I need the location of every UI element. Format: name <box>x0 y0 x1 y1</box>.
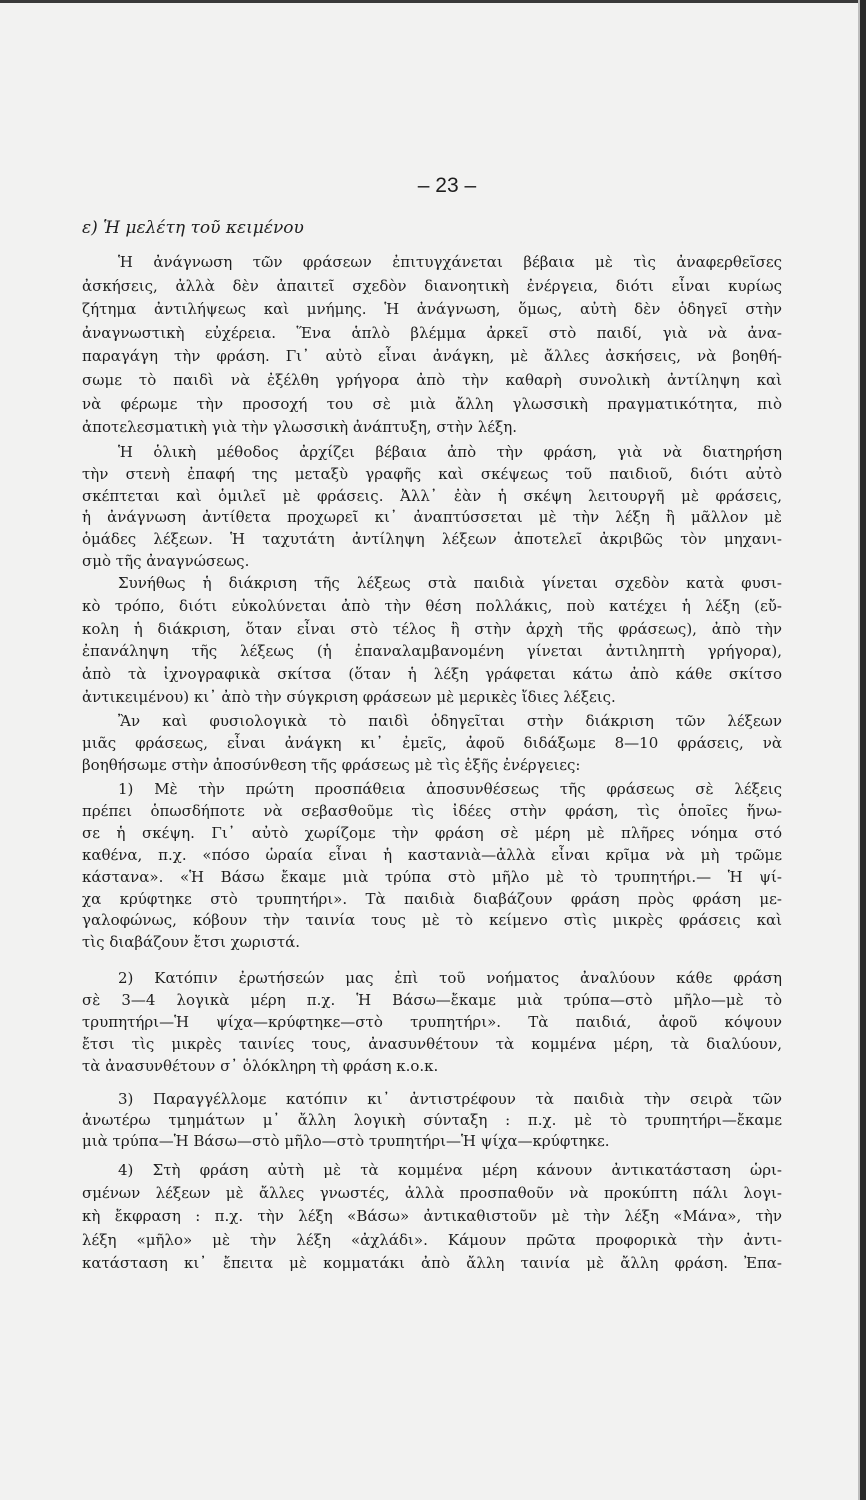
paragraph <box>82 251 782 440</box>
text-line: χα κρύφτηκε στὸ τρυπητήρι». Τὰ παιδιὰ διαβάζουν φράση πρὸς φράση με- <box>82 889 782 908</box>
text-line: 4) Στὴ φράση αὐτὴ μὲ τὰ κομμένα μέρη κάνουν ἀντικατάσταση ὡρι- <box>118 1161 782 1179</box>
text-line: σμὸ τῆς ἀναγνώσεως. <box>82 551 250 570</box>
text-line: βοηθήσωμε στὴν ἀποσύνθεση τῆς φράσεως μὲ τὶς ἑξῆς ἐνέργειες: <box>82 756 581 774</box>
text-line: ἐπανάληψη τῆς λέξεως (ἡ ἐπαναλαμβανομένη γίνεται ἀντιληπτὴ γρήγορα), <box>82 642 782 661</box>
text-line: τὶς διαβάζουν ἔτσι χωριστά. <box>82 933 301 952</box>
text-line: τὰ ἀνασυνθέτουν σ᾽ ὁλόκληρη τὴ φράση κ.ο.κ. <box>82 1057 439 1075</box>
text-line: κατάσταση κι᾽ ἔπειτα μὲ κομματάκι ἀπὸ ἄλλη ταινία μὲ ἄλλη φράση. Ἐπα- <box>82 1253 782 1272</box>
paragraph <box>82 572 782 709</box>
paragraph <box>82 779 782 954</box>
text-line: κολη ἡ διάκριση, ὅταν εἶναι στὸ τέλος ἢ στὴν ἀρχὴ τῆς φράσεως), ἀπὸ τὴν <box>82 619 782 638</box>
text-line: γαλοφώνως, κόβουν τὴν ταινία τους μὲ τὸ κείμενο στὶς μικρὲς φράσεις καὶ <box>82 911 782 930</box>
text-line: Ἡ ὁλικὴ μέθοδος ἀρχίζει βέβαια ἀπὸ τὴν φράση, γιὰ νὰ διατηρήση <box>118 443 782 461</box>
text-line: 3) Παραγγέλλομε κατόπιν κι᾽ ἀντιστρέφουν τὰ παιδιὰ τὴν σειρὰ τῶν <box>118 1090 782 1108</box>
text-line: κάστανα». «Ἡ Βάσω ἔκαμε μιὰ τρύπα στὸ μῆλο μὲ τὸ τρυπητήρι.— Ἡ ψί- <box>82 867 782 886</box>
text-line: σε ἡ σκέψη. Γι᾽ αὐτὸ χωρίζομε τὴν φράση σὲ μέρη μὲ πλῆρες νόημα στό <box>82 823 782 842</box>
text-line: τρυπητήρι—Ἡ ψίχα—κρύφτηκε—στὸ τρυπητήρι». Τὰ παιδιά, ἀφοῦ κόψουν <box>82 1013 782 1031</box>
paragraph <box>82 1159 782 1275</box>
text-line: μιᾶς φράσεως, εἶναι ἀνάγκη κι᾽ ἐμεῖς, ἀφοῦ διδάξωμε 8—10 φράσεις, νὰ <box>82 734 782 752</box>
text-line: ὁμάδες λέξεων. Ἡ ταχυτάτη ἀντίληψη λέξεων ἀποτελεῖ ἀκριβῶς τὸν μηχανι- <box>82 530 782 549</box>
text-line: ἀναγνωστικὴ εὐχέρεια. Ἕνα ἁπλὸ βλέμμα ἀρκεῖ στὸ παιδί, γιὰ νὰ ἀνα- <box>82 323 782 342</box>
text-line: ἀσκήσεις, ἀλλὰ δὲν ἀπαιτεῖ σχεδὸν διανοητικὴ ἐνέργεια, διότι εἶναι κυρίως <box>82 276 782 295</box>
scan-border-right <box>860 0 866 1500</box>
text-line: ἀντικειμένου) κι᾽ ἀπὸ τὴν σύγκριση φράσεων μὲ μερικὲς ἴδιες λέξεις. <box>82 687 616 706</box>
text-line: Συνήθως ἡ διάκριση τῆς λέξεως στὰ παιδιὰ γίνεται σχεδὸν κατὰ φυσι- <box>118 574 782 592</box>
text-line: ἔτσι τὶς μικρὲς ταινίες τους, ἀνασυνθέτουν τὰ κομμένα μέρη, τὰ διαλύουν, <box>82 1035 782 1053</box>
text-line: ἀποτελεσματικὴ γιὰ τὴν γλωσσικὴ ἀνάπτυξη, στὴν λέξη. <box>82 418 518 437</box>
page-number: – 23 – <box>417 174 477 197</box>
text-line: Ἂν καὶ φυσιολογικὰ τὸ παιδὶ ὁδηγεῖται στὴν διάκριση τῶν λέξεων <box>118 712 782 730</box>
text-line: σμένων λέξεων μὲ ἄλλες γνωστές, ἀλλὰ προσπαθοῦν νὰ προκύπτη πάλι λογι- <box>82 1184 782 1203</box>
scan-border-top <box>0 0 866 3</box>
text-line: ἀπὸ τὰ ἰχνογραφικὰ σκίτσα (ὅταν ἡ λέξη γράφεται κάτω ἀπὸ κάθε σκίτσο <box>82 665 782 684</box>
section-heading: ε) Ἡ μελέτη τοῦ κειμένου <box>82 218 304 238</box>
text-line: καθένα, π.χ. «πόσο ὡραία εἶναι ἡ καστανιὰ—ἀλλὰ εἶναι κρῖμα νὰ μὴ τρῶμε <box>82 845 782 864</box>
text-line: τὴν στενὴ ἐπαφή της μεταξὺ γραφῆς καὶ σκέψεως τοῦ παιδιοῦ, διότι αὐτὸ <box>82 464 782 483</box>
text-line: ἀνωτέρω τμημάτων μ᾽ ἄλλη λογικὴ σύνταξη : π.χ. μὲ τὸ τρυπητήρι—ἔκαμε <box>82 1111 782 1130</box>
text-line: σκέπτεται καὶ ὁμιλεῖ μὲ φράσεις. Ἀλλ᾽ ἐὰν ἡ σκέψη λειτουργῆ μὲ φράσεις, <box>82 486 782 505</box>
text-line: μιὰ τρύπα—Ἡ Βάσω—στὸ μῆλο—στὸ τρυπητήρι—Ἡ ψίχα—κρύφτηκε. <box>82 1132 610 1151</box>
paragraph <box>82 710 782 776</box>
text-line: νὰ φέρωμε τὴν προσοχή του σὲ μιὰ ἄλλη γλωσσικὴ πραγματικότητα, πιὸ <box>82 394 782 413</box>
paragraph <box>82 1089 782 1153</box>
text-line: 2) Κατόπιν ἐρωτήσεών μας ἐπὶ τοῦ νοήματος ἀναλύουν κάθε φράση <box>118 969 782 987</box>
text-line: κὸ τρόπο, διότι εὐκολύνεται ἀπὸ τὴν θέση πολλάκις, ποὺ κατέχει ἡ λέξη (εὔ- <box>82 596 782 615</box>
text-line: πρέπει ὁπωσδήποτε νὰ σεβασθοῦμε τὶς ἰδέες στὴν φράση, τὶς ὁποῖες ἥνω- <box>82 801 782 820</box>
text-line: σὲ 3—4 λογικὰ μέρη π.χ. Ἡ Βάσω—ἔκαμε μιὰ τρύπα—στὸ μῆλο—μὲ τὸ <box>82 991 782 1009</box>
paragraph <box>82 442 782 573</box>
text-line: σωμε τὸ παιδὶ νὰ ἐξέλθη γρήγορα ἀπὸ τὴν καθαρὴ συνολικὴ ἀντίληψη καὶ <box>82 370 782 389</box>
text-line: κὴ ἔκφραση : π.χ. τὴν λέξη «Βάσω» ἀντικαθιστοῦν μὲ τὴν λέξη «Μάνα», τὴν <box>82 1207 782 1226</box>
text-line: 1) Μὲ τὴν πρώτη προσπάθεια ἀποσυνθέσεως τῆς φράσεως σὲ λέξεις <box>118 780 782 798</box>
paragraph <box>82 967 782 1077</box>
text-line: λέξη «μῆλο» μὲ τὴν λέξη «ἀχλάδι». Κάμουν πρῶτα προφορικὰ τὴν ἀντι- <box>82 1230 782 1249</box>
text-line: παραγάγη τὴν φράση. Γι᾽ αὐτὸ εἶναι ἀνάγκη, μὲ ἄλλες ἀσκήσεις, νὰ βοηθή- <box>82 347 782 366</box>
text-line: ζήτημα ἀντιλήψεως καὶ μνήμης. Ἡ ἀνάγνωση, ὅμως, αὐτὴ δὲν ὁδηγεῖ στὴν <box>82 300 782 319</box>
text-line: Ἡ ἀνάγνωση τῶν φράσεων ἐπιτυγχάνεται βέβαια μὲ τὶς ἀναφερθεῖσες <box>118 253 782 271</box>
text-line: ἡ ἀνάγνωση ἀντίθετα προχωρεῖ κι᾽ ἀναπτύσσεται μὲ τὴν λέξη ἢ μᾶλλον μὲ <box>82 508 782 527</box>
